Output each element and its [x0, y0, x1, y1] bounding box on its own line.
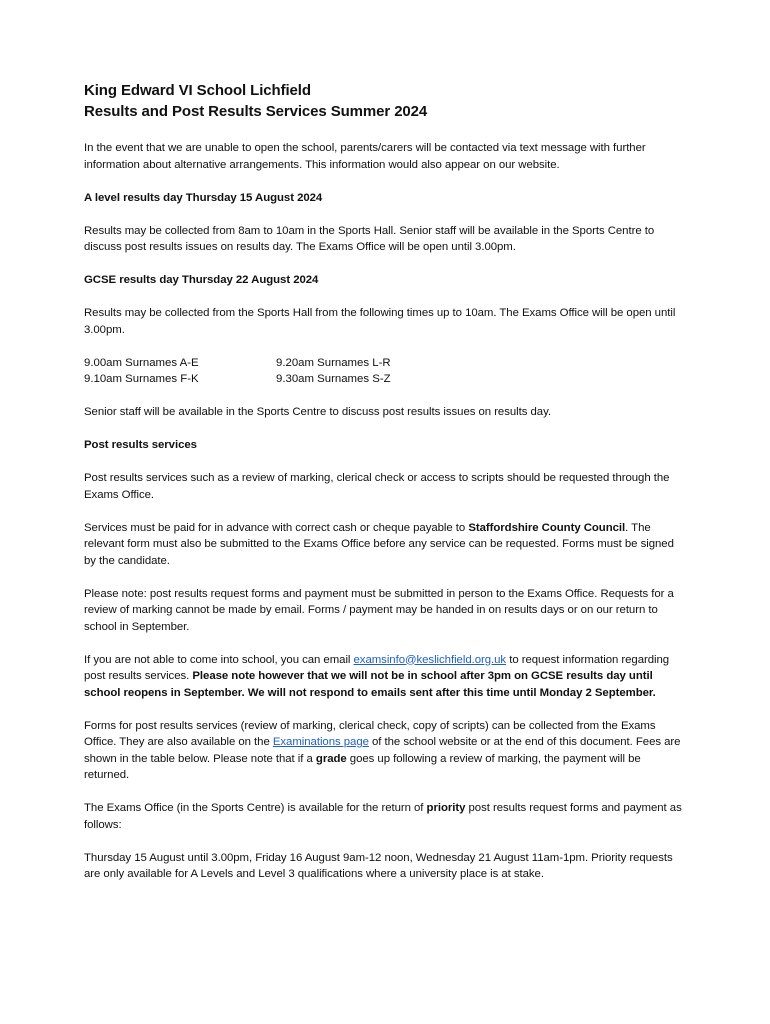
alevel-heading: A level results day Thursday 15 August 2024 [84, 191, 323, 204]
priority-emphasis: priority [426, 802, 466, 814]
email-paragraph [84, 652, 684, 702]
gcse-time-slot: 9.20am Surnames L-R [276, 356, 391, 369]
exams-email-link[interactable]: examsinfo@keslichfield.org.uk [353, 653, 507, 666]
gcse-times-row [84, 371, 684, 388]
gcse-times-table [84, 355, 684, 388]
exams-office-paragraph [84, 800, 684, 833]
office-text-2: post results request forms and payment as follows: [84, 802, 682, 831]
senior-staff-paragraph: Senior staff will be available in the Sports Centre to discuss post results issues on results day. [84, 406, 551, 418]
forms-text-3: goes up following a review of marking, the payment will be returned. [84, 752, 641, 781]
gcse-time-slot: 9.10am Surnames F-K [84, 373, 199, 385]
title-subtitle: Results and Post Results Services Summer 2024 [84, 103, 428, 120]
payee-name: Staffordshire County Council [468, 521, 626, 534]
email-text-2: to request information regarding post results services. [84, 653, 670, 682]
gcse-time-slot: 9.30am Surnames S-Z [276, 373, 391, 385]
document-title [84, 80, 684, 122]
forms-text: Forms for post results services (review of marking, clerical check, copy of scripts) can be collected from the Exams Office. They are also available on the [84, 719, 656, 748]
services-paragraph [84, 520, 684, 570]
email-warning: Please note however that we will not be in school after 3pm on GCSE results day until school reopens in September. We will not respond to emails sent after this time until Monday 2 September. [84, 670, 656, 699]
grade-emphasis: grade [315, 752, 347, 765]
intro-paragraph: In the event that we are unable to open the school, parents/carers will be contacted via text message with further information about alternative arrangements. This information would also appear on our website. [84, 142, 646, 171]
examinations-page-link[interactable]: Examinations page [272, 736, 369, 748]
services-text: Services must be paid for in advance with correct cash or cheque payable to [84, 521, 469, 534]
post-results-heading: Post results services [84, 439, 197, 451]
office-text: The Exams Office (in the Sports Centre) is available for the return of [84, 802, 427, 814]
alevel-paragraph: Results may be collected from 8am to 10am in the Sports Hall. Senior staff will be available in the Sports Centre to discuss post results issues on results day. The Exams Office will be open until 3.00pm. [84, 224, 655, 253]
forms-text-2: of the school website or at the end of this document. Fees are shown in the table below. Please note that if a [84, 736, 681, 765]
gcse-paragraph: Results may be collected from the Sports Hall from the following times up to 10am. The Exams Office will be open until 3.00pm. [84, 307, 676, 336]
forms-paragraph [84, 718, 684, 784]
gcse-time-slot: 9.00am Surnames A-E [84, 356, 199, 369]
email-text: If you are not able to come into school, you can email [84, 653, 354, 666]
schedule-paragraph: Thursday 15 August until 3.00pm, Friday 16 August 9am-12 noon, Wednesday 21 August 11am-1pm. Priority requests are only available for A Levels and Level 3 qualifications where a university place is at stake. [84, 851, 673, 880]
please-note-paragraph: Please note: post results request forms and payment must be submitted in person to the Exams Office. Requests for a review of marking cannot be made by email. Forms / payment may be handed in on results days or on our return to school in September. [84, 587, 674, 633]
gcse-times-row [84, 355, 684, 372]
gcse-heading: GCSE results day Thursday 22 August 2024 [84, 274, 319, 286]
title-school-name: King Edward VI School Lichfield [84, 82, 311, 99]
post-results-paragraph: Post results services such as a review of marking, clerical check or access to scripts should be requested through the Exams Office. [84, 472, 670, 501]
services-text-2: . The relevant form must also be submitted to the Exams Office before any service can be requested. Forms must be signed by the candidate. [84, 521, 674, 567]
